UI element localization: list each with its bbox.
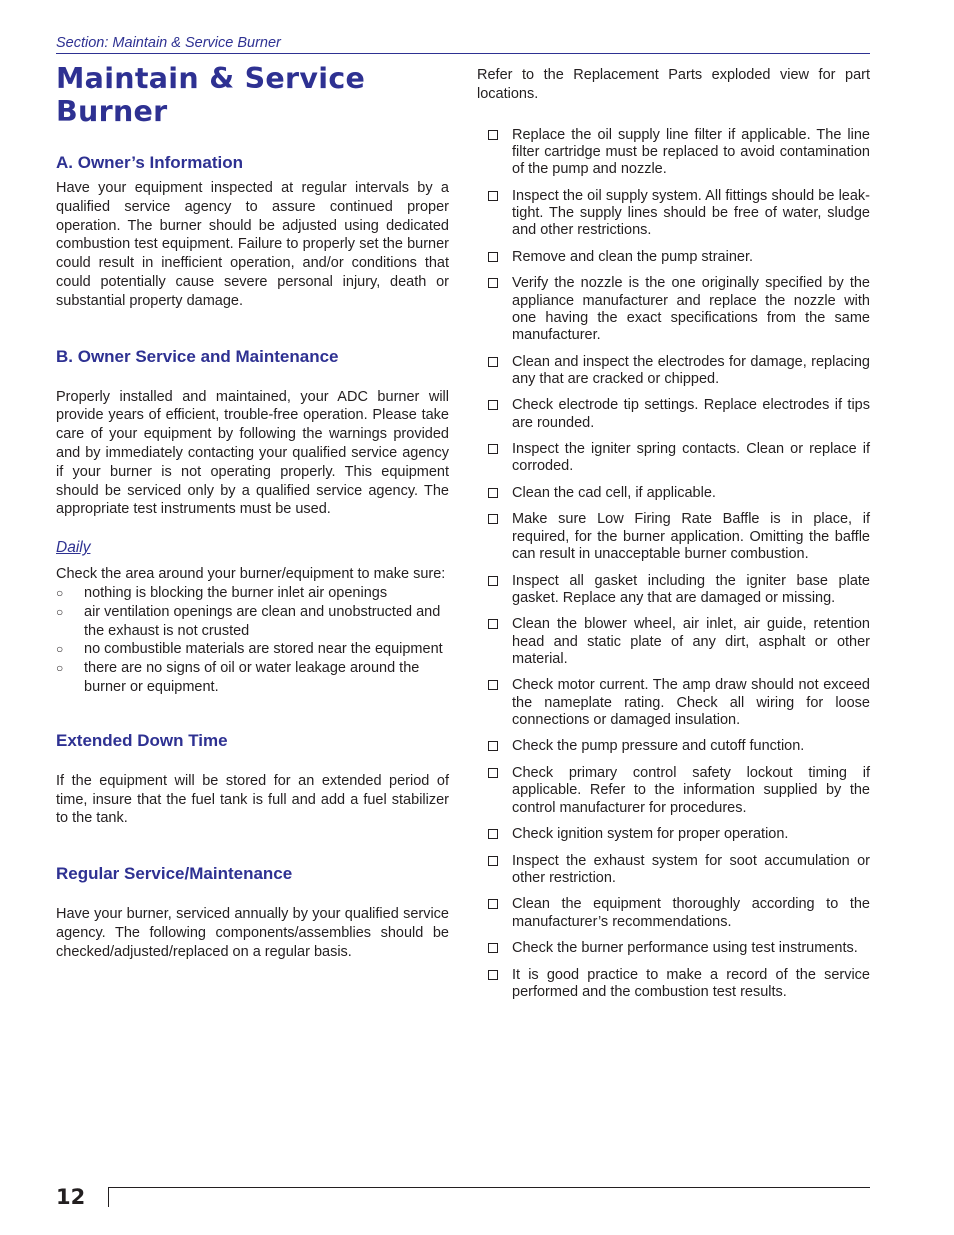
checklist-item: Check motor current. The amp draw should not exceed the nameplate rating. Check all wiring for loose connections or damaged insulation. <box>477 677 870 729</box>
list-item: ○ no combustible materials are stored near the equipment <box>56 641 443 658</box>
checklist-item: Check ignition system for proper operation. <box>477 826 870 843</box>
page-title-line1: Maintain & Service <box>56 62 366 95</box>
checkbox-icon <box>488 856 498 866</box>
checkbox-icon <box>488 768 498 778</box>
checklist-item: Check the pump pressure and cutoff function. <box>477 738 870 755</box>
page-title-line2: Burner <box>56 95 168 128</box>
checklist-item: Check the burner performance using test instruments. <box>477 940 870 957</box>
list-item: ○ nothing is blocking the burner inlet air openings <box>56 584 388 601</box>
service-checklist <box>477 127 870 1002</box>
section-label: Section: Maintain & Service Burner <box>56 35 281 51</box>
checkbox-icon <box>488 400 498 410</box>
checklist-item: Clean the equipment thoroughly according to the manufacturer’s recommendations. <box>477 896 870 931</box>
checklist-item: Clean and inspect the electrodes for damage, replacing any that are cracked or chipped. <box>477 354 870 389</box>
daily-intro: Check the area around your burner/equipment to make sure: <box>56 566 446 583</box>
owner-service-heading: B. Owner Service and Maintenance <box>56 346 339 366</box>
circle-bullet-icon: ○ <box>56 661 64 676</box>
checklist-item: Check electrode tip settings. Replace electrodes if tips are rounded. <box>477 397 870 432</box>
checklist-item: Clean the blower wheel, air inlet, air guide, retention head and static plate of any dirt, asphalt or other material. <box>477 616 870 668</box>
owners-info-heading: A. Owner’s Information <box>56 153 244 172</box>
circle-bullet-icon: ○ <box>56 604 64 619</box>
list-item: ○ air ventilation openings are clean and unobstructed and the exhaust is not crusted <box>56 603 441 639</box>
daily-checklist <box>56 584 449 697</box>
checklist-item: Verify the nozzle is the one originally specified by the appliance manufacturer and replace the nozzle with one having the exact specifications from the same manufacturer. <box>477 275 870 344</box>
checkbox-icon <box>488 444 498 454</box>
checklist-item: Inspect the igniter spring contacts. Clean or replace if corroded. <box>477 441 870 476</box>
footer-divider-vertical <box>108 1187 109 1207</box>
checkbox-icon <box>488 741 498 751</box>
page-number: 12 <box>56 1185 86 1209</box>
checkbox-icon <box>488 488 498 498</box>
checklist-item: Make sure Low Firing Rate Baffle is in place, if required, for the burner application. Omitting the baffle can result in unacceptable burner combustion. <box>477 511 870 563</box>
checkbox-icon <box>488 357 498 367</box>
checkbox-icon <box>488 191 498 201</box>
extended-body: If the equipment will be stored for an extended period of time, insure that the fuel tank is full and add a fuel stabilizer to the tank. <box>56 772 449 827</box>
checkbox-icon <box>488 899 498 909</box>
header-divider <box>56 53 870 54</box>
regular-heading: Regular Service/Maintenance <box>56 864 293 884</box>
checklist-item: Replace the oil supply line filter if applicable. The line filter cartridge must be replaced to avoid contamination of the pump and nozzle. <box>477 127 870 179</box>
parts-reference-intro: Refer to the Replacement Parts exploded view for part locations. <box>477 67 870 102</box>
checkbox-icon <box>488 680 498 690</box>
checkbox-icon <box>488 576 498 586</box>
owner-service-body: Properly installed and maintained, your ADC burner will provide years of efficient, trouble-free operation. Please take care of your equipment by following the warnings provided and by immediately contacting your qualified service agency if your burner is not operating properly. This equipment should be serviced only by a qualified service agency. The appropriate test instruments must be used. <box>56 388 449 518</box>
circle-bullet-icon: ○ <box>56 585 64 600</box>
checklist-item: Check primary control safety lockout timing if applicable. Refer to the information supplied by the control manufacturer for procedures. <box>477 765 870 817</box>
daily-heading: Daily <box>56 539 91 557</box>
checklist-item: It is good practice to make a record of the service performed and the combustion test results. <box>477 967 870 1002</box>
right-column <box>477 66 870 1010</box>
checklist-item: Inspect the exhaust system for soot accumulation or other restriction. <box>477 853 870 888</box>
checklist-item: Clean the cad cell, if applicable. <box>477 485 870 502</box>
footer-divider <box>108 1187 870 1188</box>
list-item: ○ there are no signs of oil or water leakage around the burner or equipment. <box>56 660 420 695</box>
left-column <box>56 62 449 962</box>
circle-bullet-icon: ○ <box>56 642 64 657</box>
checkbox-icon <box>488 970 498 980</box>
checklist-item: Inspect all gasket including the igniter base plate gasket. Replace any that are damaged or missing. <box>477 573 870 608</box>
checkbox-icon <box>488 278 498 288</box>
checkbox-icon <box>488 829 498 839</box>
checkbox-icon <box>488 130 498 140</box>
checkbox-icon <box>488 943 498 953</box>
checkbox-icon <box>488 619 498 629</box>
checkbox-icon <box>488 252 498 262</box>
checklist-item: Inspect the oil supply system. All fittings should be leak-tight. The supply lines should be free of water, sludge and other restrictions. <box>477 188 870 240</box>
checklist-item: Remove and clean the pump strainer. <box>477 249 870 266</box>
regular-body: Have your burner, serviced annually by your qualified service agency. The following components/assemblies should be checked/adjusted/replaced on a regular basis. <box>56 906 449 960</box>
owners-info-body: Have your equipment inspected at regular intervals by a qualified service agency to assure continued proper operation. The burner should be adjusted using dedicated combustion test equipment. Failure to properly set the burner could result in inefficient operation, and/or conditions that could potentially cause severe personal injury, death or substantial property damage. <box>56 180 449 309</box>
page-title <box>56 62 449 128</box>
checkbox-icon <box>488 514 498 524</box>
extended-heading: Extended Down Time <box>56 730 228 750</box>
